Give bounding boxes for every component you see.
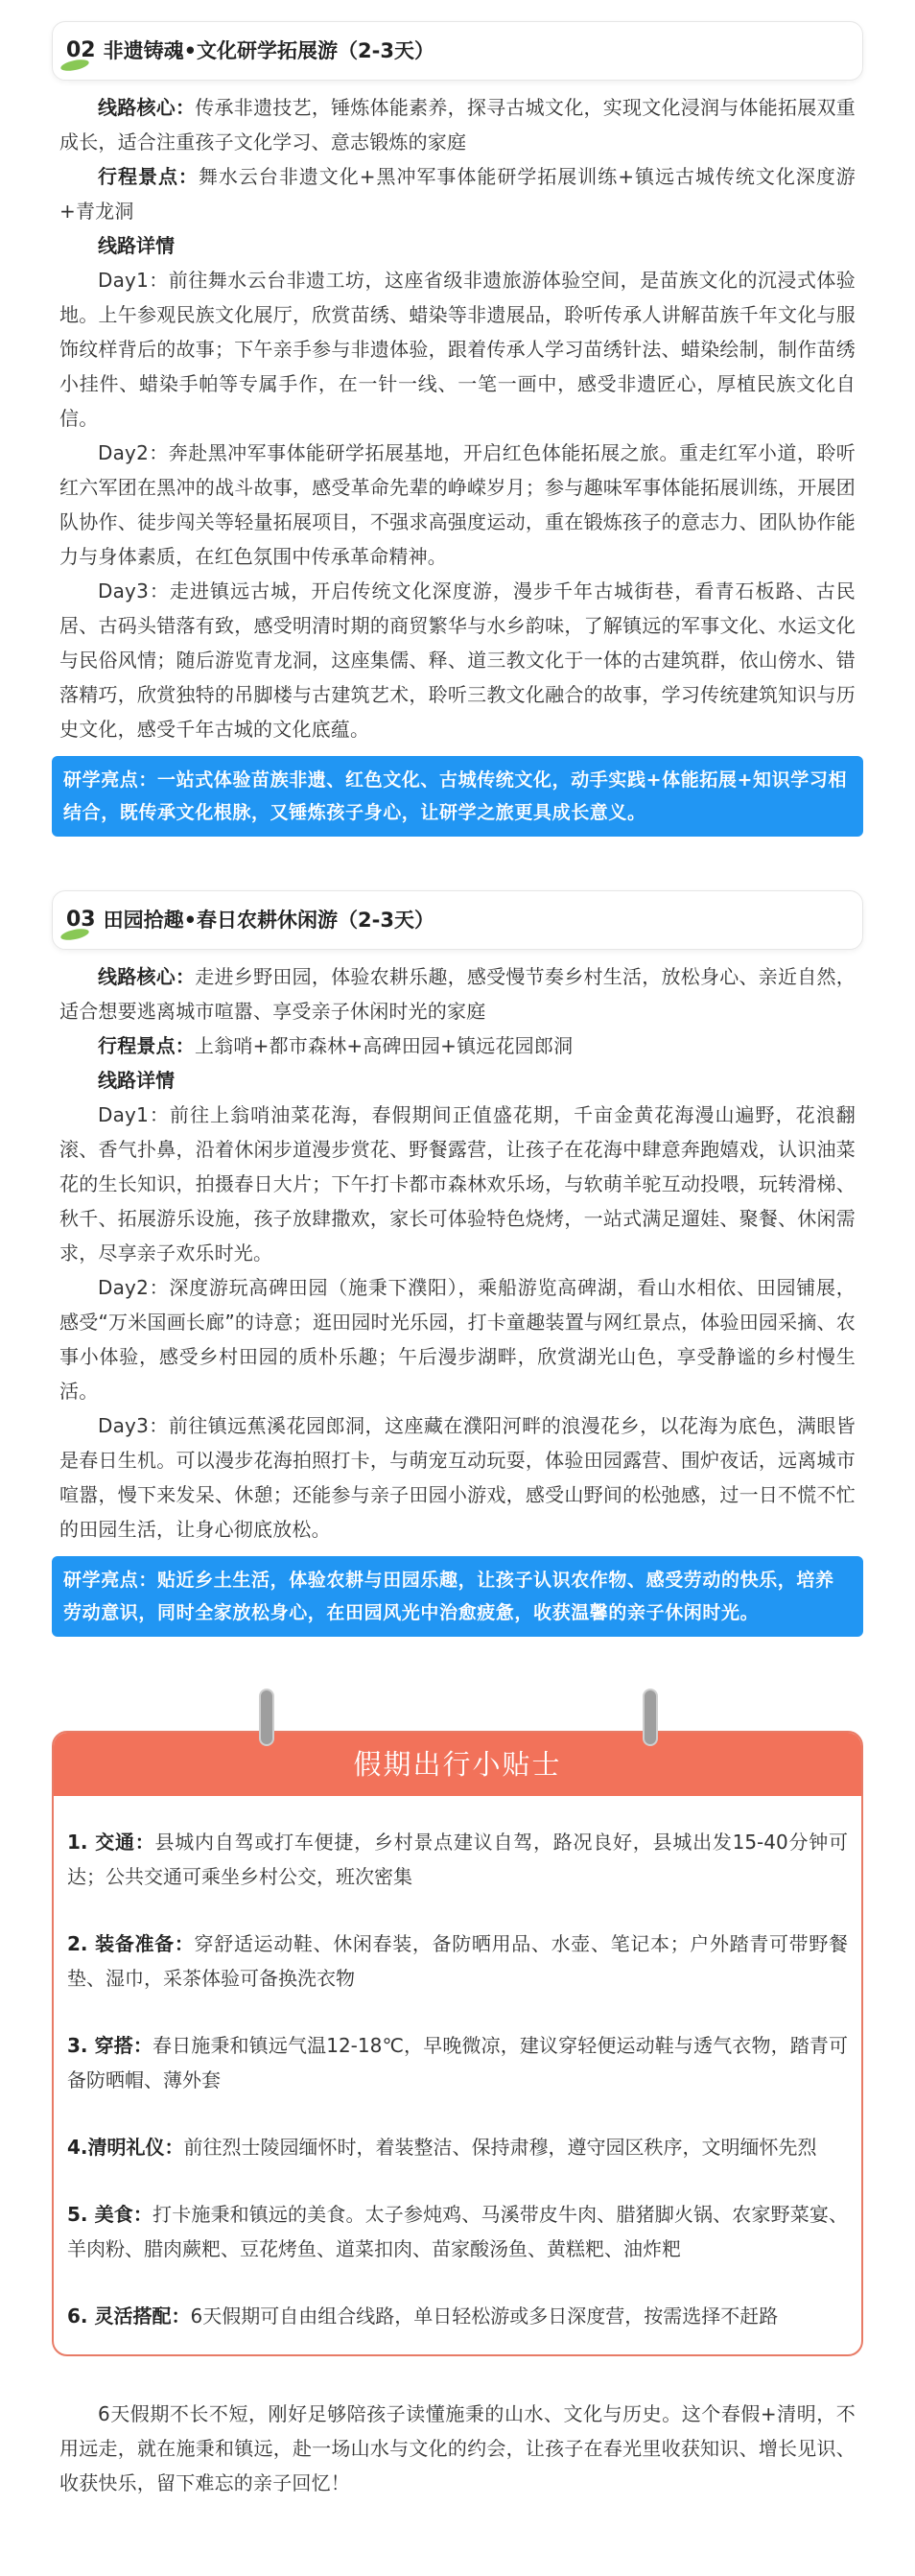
tip-item-transport: 1. 交通：县城内自驾或打车便捷，乡村景点建议自驾，路况良好，县城出发15-40分钟可达；公共交通可乘坐乡村公交，班次密集 <box>67 1831 848 1888</box>
tip-item-gear: 2. 装备准备：穿舒适运动鞋、休闲春装，备防晒用品、水壶、笔记本；户外踏青可带野餐垫、湿巾，采茶体验可备换洗衣物 <box>67 1932 849 1990</box>
section-3-spots: 行程景点：上翁哨+都市森林+高碑田园+镇远花园郎洞 <box>98 1034 574 1057</box>
section-3-day3: Day3：前往镇远蕉溪花园郎洞，这座藏在濮阳河畔的浪漫花乡，以花海为底色，满眼皆是春日生机。可以漫步花海拍照打卡，与萌宠互动玩耍，体验田园露营、围炉夜话，远离城市喧嚣，慢下来发呆、休憩；还能参与亲子田园小游戏，感受山野间的松弛感，过一日不慌不忙的田园生活，让身心彻底放松。 <box>59 1414 856 1541</box>
section-2-day1: Day1：前往舞水云台非遗工坊，这座省级非遗旅游体验空间，是苗族文化的沉浸式体验地。上午参观民族文化展厅，欣赏苗绣、蜡染等非遗展品，聆听传承人讲解苗族千年文化与服饰纹样背后的故事；下午亲手参与非遗体验，跟着传承人学习苗绣针法、蜡染绘制，制作苗绣小挂件、蜡染手帕等专属手作，在一针一线、一笔一画中，感受非遗匠心，厚植民族文化自信。 <box>59 269 856 430</box>
section-2-title: 非遗铸魂•文化研学拓展游（2-3天） <box>103 39 434 62</box>
tip-item-clothing: 3. 穿搭：春日施秉和镇远气温12-18℃，早晚微凉，建议穿轻便运动鞋与透气衣物，踏青可备防晒帽、薄外套 <box>67 2034 848 2092</box>
section-3-details-title: 线路详情 <box>98 1069 175 1092</box>
section-3-day2: Day2：深度游玩高碑田园（施秉下濮阳），乘船游览高碑湖，看山水相依、田园铺展，感受“万米国画长廊”的诗意；逛田园时光乐园，打卡童趣装置与网红景点，体验田园采摘、农事小体验，感受乡村田园的质朴乐趣；午后漫步湖畔，欣赏湖光山色，享受静谧的乡村慢生活。 <box>59 1276 856 1403</box>
section-2-spots: 行程景点：舞水云台非遗文化+黑冲军事体能研学拓展训练+镇远古城传统文化深度游+青龙洞 <box>59 165 856 223</box>
closing-paragraph: 6天假期不长不短，刚好足够陪孩子读懂施秉的山水、文化与历史。这个春假+清明，不用远走，就在施秉和镇远，赴一场山水与文化的约会，让孩子在春光里收获知识、增长见识、收获快乐，留下难忘的亲子回忆！ <box>59 2402 856 2494</box>
section-2-core: 线路核心：传承非遗技艺，锤炼体能素养，探寻古城文化，实现文化浸润与体能拓展双重成长，适合注重孩子文化学习、意志锻炼的家庭 <box>59 96 856 154</box>
travel-tips-list <box>54 1796 861 2354</box>
travel-tips-title: 假期出行小贴士 <box>54 1733 861 1796</box>
travel-tips-section <box>52 1731 863 2356</box>
section-2-day3: Day3：走进镇远古城，开启传统文化深度游，漫步千年古城街巷，看青石板路、古民居、古码头错落有致，感受明清时期的商贸繁华与水乡韵味，了解镇远的军事文化、水运文化与民俗风情；随后游览青龙洞，这座集儒、释、道三教文化于一体的古建筑群，依山傍水、错落精巧，欣赏独特的吊脚楼与古建筑艺术，聆听三教文化融合的故事，学习传统建筑知识与历史文化，感受千年古城的文化底蕴。 <box>59 579 856 741</box>
tip-item-flexible: 6. 灵活搭配：6天假期可自由组合线路，单日轻松游或多日深度营，按需选择不赶路 <box>67 2304 779 2328</box>
tip-item-etiquette: 4.清明礼仪：前往烈士陵园缅怀时，着装整洁、保持肃穆，遵守园区秩序，文明缅怀先烈 <box>67 2136 817 2159</box>
section-3-highlight-box: 研学亮点：贴近乡土生活，体验农耕与田园乐趣，让孩子认识农作物、感受劳动的快乐，培养劳动意识，同时全家放松身心，在田园风光中治愈疲惫，收获温馨的亲子休闲时光。 <box>52 1556 863 1637</box>
binder-ring-icon <box>643 1689 658 1746</box>
section-2-day2: Day2：奔赴黑冲军事体能研学拓展基地，开启红色体能拓展之旅。重走红军小道，聆听红六军团在黑冲的战斗故事，感受革命先辈的峥嵘岁月；参与趣味军事体能拓展训练，开展团队协作、徒步闯关等轻量拓展项目，不强求高强度运动，重在锻炼孩子的意志力、团队协作能力与身体素质，在红色氛围中传承革命精神。 <box>59 441 856 568</box>
binder-ring-icon <box>259 1689 274 1746</box>
section-2-number: 02 <box>66 34 96 68</box>
section-2-header <box>52 21 863 81</box>
section-3-header <box>52 890 863 950</box>
travel-tips-card <box>52 1731 863 2356</box>
section-3-body <box>52 959 863 1547</box>
section-3-day1: Day1：前往上翁哨油菜花海，春假期间正值盛花期，千亩金黄花海漫山遍野，花浪翻滚、香气扑鼻，沿着休闲步道漫步赏花、野餐露营，让孩子在花海中肆意奔跑嬉戏，认识油菜花的生长知识，拍摄春日大片；下午打卡都市森林欢乐场，与软萌羊驼互动投喂，玩转滑梯、秋千、拓展游乐设施，孩子放肆撒欢，家长可体验特色烧烤，一站式满足遛娃、聚餐、休闲需求，尽享亲子欢乐时光。 <box>59 1103 856 1264</box>
section-2-body <box>52 90 863 746</box>
tip-item-food: 5. 美食：打卡施秉和镇远的美食。太子参炖鸡、马溪带皮牛肉、腊猪脚火锅、农家野菜宴、羊肉粉、腊肉蕨粑、豆花烤鱼、道菜扣肉、苗家酸汤鱼、黄糕粑、油炸粑 <box>67 2203 848 2260</box>
section-3-number: 03 <box>66 903 96 937</box>
section-3-core: 线路核心：走进乡野田园，体验农耕乐趣，感受慢节奏乡村生活，放松身心、亲近自然，适合想要逃离城市喧嚣、享受亲子休闲时光的家庭 <box>59 965 856 1023</box>
section-3-title: 田园拾趣•春日农耕休闲游（2-3天） <box>103 909 434 932</box>
section-2-highlight-box: 研学亮点：一站式体验苗族非遗、红色文化、古城传统文化，动手实践+体能拓展+知识学习相结合，既传承文化根脉，又锤炼孩子身心，让研学之旅更具成长意义。 <box>52 756 863 837</box>
section-2-details-title: 线路详情 <box>98 234 175 257</box>
closing-section <box>52 2397 863 2500</box>
